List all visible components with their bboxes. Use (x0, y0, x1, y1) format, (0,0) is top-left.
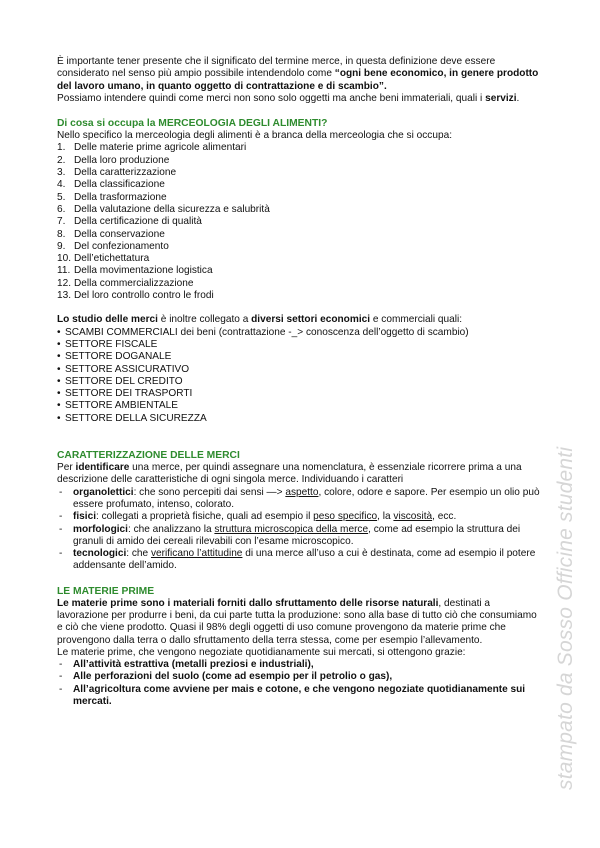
list-text: All’attività estrattiva (metalli preziosi e industriali), (73, 659, 314, 671)
settori-list (57, 327, 542, 425)
list-text: SETTORE ASSICURATIVO (65, 363, 190, 375)
watermark-text: stampato da Sosso Officine studenti (554, 446, 577, 790)
list-text: SETTORE DELLA SICUREZZA (65, 412, 207, 424)
list-item (57, 229, 542, 241)
list-item-tecnologici (57, 548, 542, 573)
underlined-term: peso specifico (313, 511, 378, 523)
caratteri-list (57, 487, 542, 573)
section-heading-caratterizzazione: CARATTERIZZAZIONE DELLE MERCI (57, 450, 240, 462)
bullet-marker: • (57, 375, 61, 387)
servizi-term: servizi (485, 92, 517, 104)
list-item (57, 142, 542, 154)
list-number: 12. (57, 277, 72, 289)
bullet-marker: • (57, 338, 61, 350)
list-item (57, 400, 542, 412)
list-text: Della conservazione (74, 228, 165, 240)
section2-intro (57, 314, 542, 326)
list-text: Della certificazione di qualità (74, 216, 202, 228)
materie-prime-sources-list (57, 659, 542, 708)
identificare-term: identificare (75, 462, 130, 474)
list-number: 1. (57, 142, 66, 154)
list-item (57, 253, 542, 265)
list-text: Alle perforazioni del suolo (come ad esempio per il petrolio o gas), (73, 671, 393, 683)
bullet-marker: • (57, 363, 61, 375)
text-fragment: , colore, odore e sapore. Per esempio un olio può essere profumato, intenso, colorato. (73, 486, 540, 510)
section-heading-materie-prime: LE MATERIE PRIME (57, 585, 155, 597)
materie-prime-definition: Le materie prime sono i materiali forniti dallo sfruttamento delle risorse naturali (57, 597, 439, 609)
underlined-term: aspetto (285, 486, 319, 498)
list-item (57, 290, 542, 302)
list-text: SETTORE DOGANALE (65, 351, 172, 363)
section4-paragraph-2: Le materie prime, che vengono negoziate quotidianamente sui mercati, si ottengono grazie: (57, 646, 466, 658)
list-text: Del loro controllo contro le frodi (74, 290, 214, 302)
list-number: 5. (57, 191, 66, 203)
list-item (57, 339, 542, 351)
list-item (57, 413, 542, 425)
bullet-marker: • (57, 351, 61, 363)
text-fragment: : che analizzano la (127, 523, 215, 535)
list-item (57, 192, 542, 204)
list-text: Della trasformazione (74, 191, 167, 203)
intro-text: È importante tener presente che il significato del termine merce, in questa definizione deve essere considerato nel senso più ampio possibile intendendolo come (57, 56, 496, 80)
underlined-term: struttura microscopica della merce (214, 523, 369, 535)
list-item (57, 167, 542, 179)
list-text: Del confezionamento (74, 240, 169, 252)
list-item (57, 241, 542, 253)
list-item (57, 204, 542, 216)
text-fragment: Per (57, 462, 76, 474)
list-item (57, 376, 542, 388)
list-item (57, 684, 542, 709)
section4-paragraph-1 (57, 598, 542, 647)
text-fragment: , come ad esempio la struttura dei granuli di amido dei cereali rilevabili con l’esame microscopico. (73, 523, 521, 547)
term-organolettici: organolettici (73, 486, 134, 498)
list-number: 11. (57, 265, 71, 277)
bullet-marker: • (57, 412, 61, 424)
text-fragment: : che (126, 548, 151, 560)
list-item (57, 327, 542, 339)
intro-text: Possiamo intendere quindi come merci non sono solo oggetti ma anche beni immateriali, quali i (57, 92, 486, 104)
intro-paragraph-1 (57, 56, 542, 93)
dash-marker: - (59, 671, 63, 683)
list-number: 6. (57, 203, 66, 215)
dash-marker: - (59, 486, 63, 498)
list-number: 4. (57, 179, 66, 191)
bullet-marker: • (57, 326, 61, 338)
dash-marker: - (59, 548, 63, 560)
list-text: SETTORE AMBIENTALE (65, 400, 178, 412)
list-text: All’agricoltura come avviene per mais e cotone, e che vengono negoziate quotidianamente sui mercati. (73, 683, 526, 708)
settori-term: diversi settori economici (251, 314, 371, 326)
list-number: 9. (57, 240, 66, 252)
section1-intro: Nello specifico la merceologia degli alimenti è a branca della merceologia che si occupa: (57, 130, 452, 142)
list-text: Della movimentazione logistica (74, 265, 213, 277)
dash-marker: - (59, 523, 63, 535)
studio-merci-term: Lo studio delle merci (57, 314, 158, 326)
bullet-marker: • (57, 388, 61, 400)
underlined-term: viscosità (393, 511, 433, 523)
list-number: 10. (57, 253, 72, 265)
list-item (57, 364, 542, 376)
text-fragment: , destinati a lavorazione per produrre i beni, da cui parte tutta la produzione: sono alla base di tutto ciò che consumiamo e ciò che viene prodotto. Quasi il 98% degli oggetti di uso comune provengono da materie prime che provengono dalla terra o dallo sfruttamento della terra stessa, come per esempio l’allevamento. (57, 597, 537, 646)
list-item-fisici (57, 511, 542, 523)
list-item-morfologici (57, 524, 542, 549)
list-text: SCAMBI COMMERCIALI dei beni (contrattazione -_> conoscenza dell’oggetto di scambio) (65, 326, 469, 338)
list-number: 7. (57, 216, 66, 228)
list-item (57, 351, 542, 363)
list-item (57, 388, 542, 400)
list-number: 3. (57, 167, 66, 179)
list-text: Della classificazione (74, 179, 165, 191)
list-item (57, 265, 542, 277)
section-heading-merceologia: Di cosa si occupa la MERCEOLOGIA DEGLI ALIMENTI? (57, 118, 328, 130)
text-fragment: di una merce all’uso a cui è destinata, come ad esempio il potere addensante dell’amido. (73, 548, 536, 572)
list-text: SETTORE DEL CREDITO (65, 375, 183, 387)
text-fragment: , la (377, 511, 394, 523)
text-fragment: : che sono percepiti dai sensi —> (133, 486, 286, 498)
punctuation: . (516, 92, 520, 104)
list-text: SETTORE FISCALE (65, 338, 158, 350)
list-number: 2. (57, 154, 66, 166)
intro-paragraph-2 (57, 93, 542, 105)
text-fragment: e commerciali quali: (370, 314, 463, 326)
merce-definition: “ogni bene economico, in genere prodotto del lavoro umano, in quanto oggetto di contrattazione e di scambio”. (57, 68, 539, 92)
list-text: Dell’etichettatura (74, 253, 150, 265)
text-fragment: : collegati a proprietà fisiche, quali ad esempio il (96, 511, 314, 523)
list-item (57, 155, 542, 167)
document-page (57, 56, 542, 708)
list-number: 8. (57, 228, 66, 240)
text-fragment: è inoltre collegato a (157, 314, 252, 326)
dash-marker: - (59, 683, 63, 695)
list-number: 13. (57, 290, 72, 302)
list-item (57, 278, 542, 290)
text-fragment: una merce, per quindi assegnare una nomenclatura, è essenziale ricorrere prima a una descrizione delle caratteristiche di ogni singola merce. Individuando i caratteri (57, 462, 522, 486)
list-text: SETTORE DEI TRASPORTI (65, 388, 193, 400)
list-item (57, 179, 542, 191)
term-tecnologici: tecnologici (73, 548, 127, 560)
section3-intro (57, 462, 542, 487)
list-text: Della loro produzione (74, 154, 170, 166)
list-item-organolettici (57, 487, 542, 512)
list-item (57, 671, 542, 683)
term-fisici: fisici (73, 511, 97, 523)
list-text: Della caratterizzazione (74, 167, 177, 179)
list-text: Delle materie prime agricole alimentari (74, 142, 247, 154)
text-fragment: , ecc. (432, 511, 457, 523)
list-text: Della commercializzazione (74, 277, 194, 289)
list-item (57, 659, 542, 671)
dash-marker: - (59, 511, 63, 523)
bullet-marker: • (57, 400, 61, 412)
underlined-term: verificano l’attitudine (150, 548, 243, 560)
list-item (57, 216, 542, 228)
dash-marker: - (59, 659, 63, 671)
term-morfologici: morfologici (73, 523, 128, 535)
list-text: Della valutazione della sicurezza e salubrità (74, 203, 270, 215)
merceologia-topics-list (57, 142, 542, 302)
